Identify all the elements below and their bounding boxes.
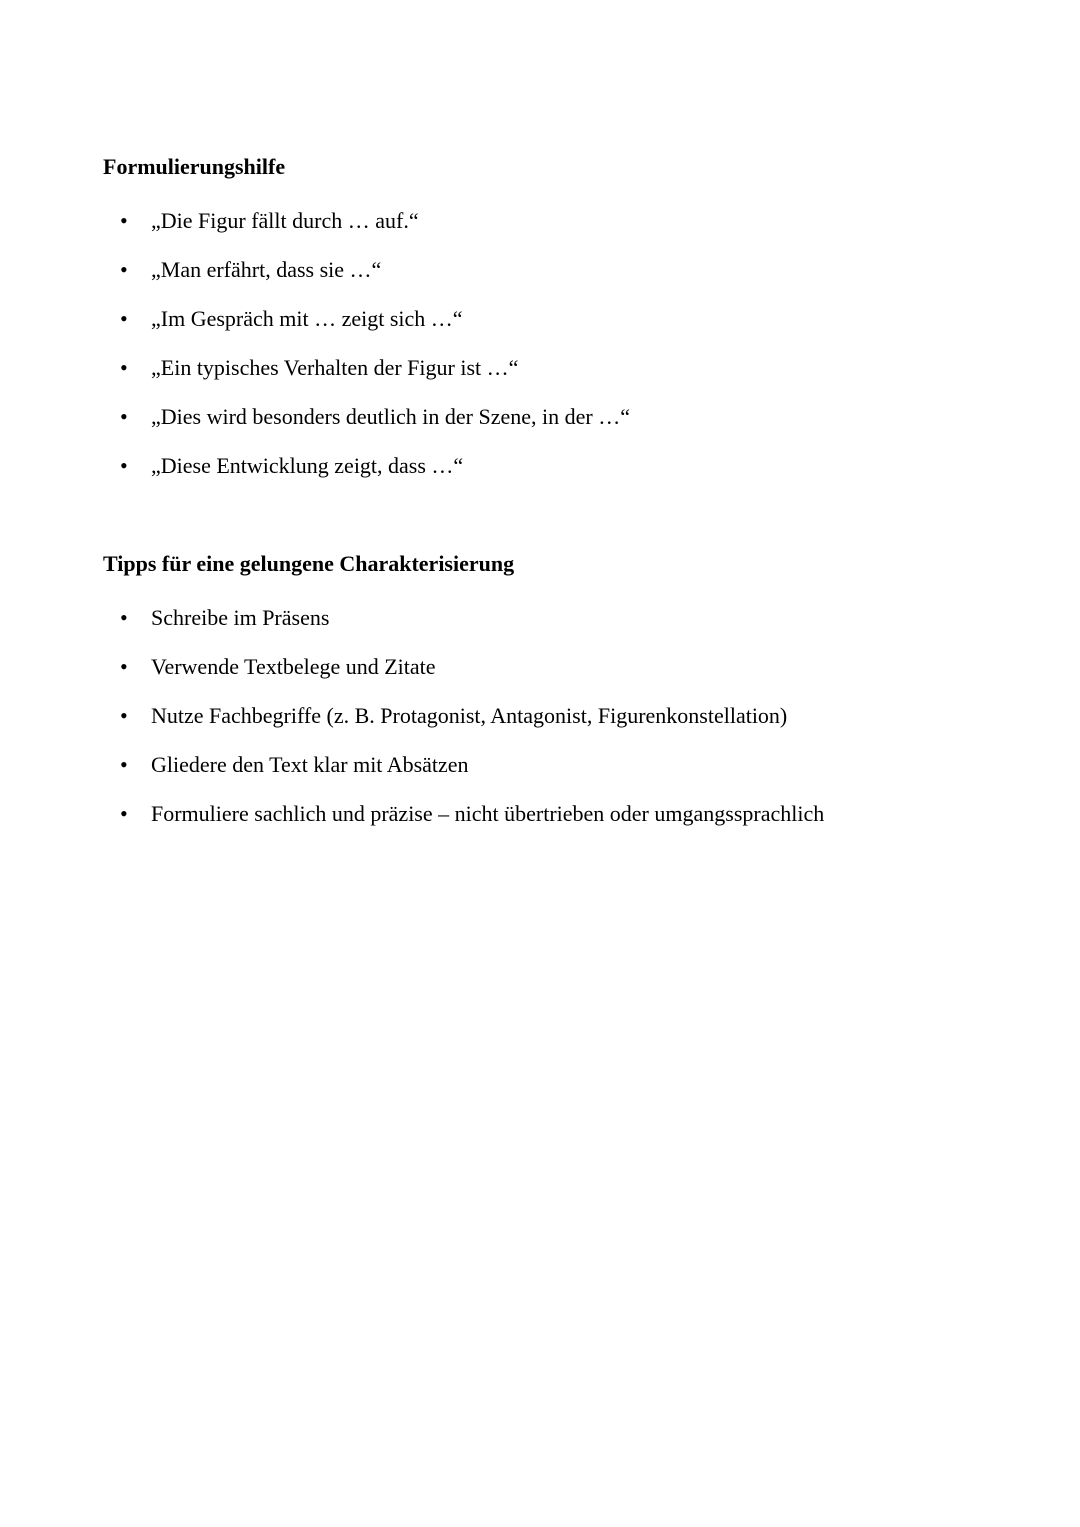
section-formulierungshilfe [103,152,1003,500]
list-item-text: Verwende Textbelege und Zitate [151,654,436,679]
list-item [103,750,1003,799]
list-item [103,603,1003,652]
bullet-icon: • [120,306,128,331]
bullet-icon: • [120,654,128,679]
section-heading: Formulierungshilfe [103,154,286,179]
list-item-text: „Diese Entwicklung zeigt, dass …“ [151,453,464,478]
list-item-text: Nutze Fachbegriffe (z. B. Protagonist, Antagonist, Figurenkonstellation) [151,703,788,728]
list-item-text: „Dies wird besonders deutlich in der Szene, in der …“ [151,404,630,429]
list-item-text: Formuliere sachlich und präzise – nicht übertrieben oder umgangssprachlich [151,801,825,826]
list-item [103,353,1003,402]
bullet-icon: • [120,703,128,728]
bullet-icon: • [120,404,128,429]
list-item-text: Schreibe im Präsens [151,605,330,630]
list-item [103,799,1003,848]
list-item-text: „Man erfährt, dass sie …“ [151,257,382,282]
list-item [103,701,1003,750]
list-item-text: Gliedere den Text klar mit Absätzen [151,752,469,777]
bullet-icon: • [120,752,128,777]
list-item [103,206,1003,255]
list-item [103,255,1003,304]
tipps-list [103,603,1003,848]
bullet-icon: • [120,257,128,282]
section-tipps [103,549,1003,848]
list-item [103,451,1003,500]
list-item [103,402,1003,451]
list-item-text: „Ein typisches Verhalten der Figur ist …“ [151,355,519,380]
list-item [103,304,1003,353]
bullet-icon: • [120,801,128,826]
bullet-icon: • [120,355,128,380]
list-item [103,652,1003,701]
bullet-icon: • [120,605,128,630]
formulierung-list [103,206,1003,500]
list-item-text: „Im Gespräch mit … zeigt sich …“ [151,306,463,331]
bullet-icon: • [120,208,128,233]
section-heading: Tipps für eine gelungene Charakterisierung [103,551,515,576]
list-item-text: „Die Figur fällt durch … auf.“ [151,208,419,233]
bullet-icon: • [120,453,128,478]
